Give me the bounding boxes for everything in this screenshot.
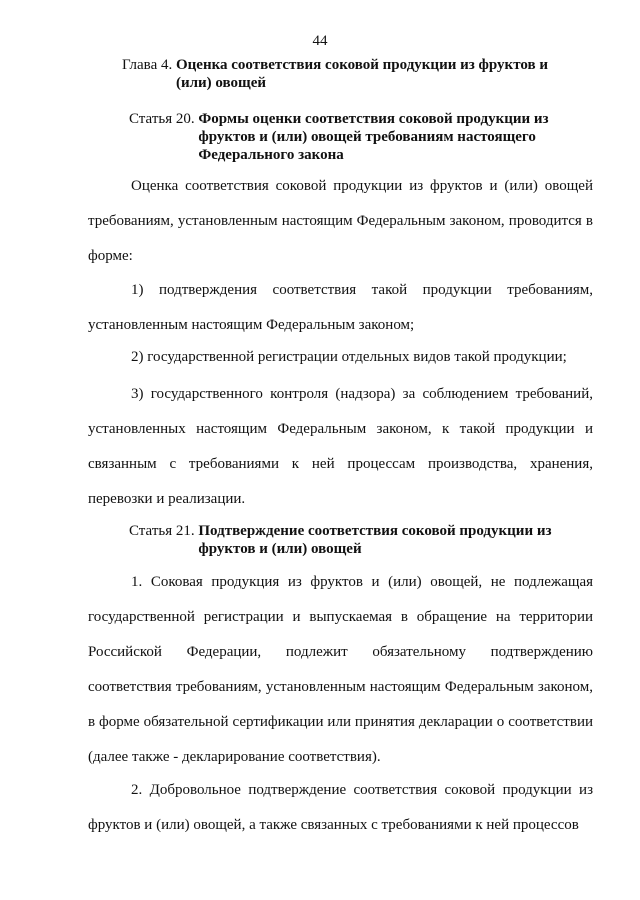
- article-20-heading: [129, 110, 553, 164]
- paragraph-article-21-part-2: 2. Добровольное подтверждение соответствия соковой продукции из фруктов и (или) овощей, а также связанных с требованиями к ней процессов: [88, 782, 593, 833]
- paragraph-item-3: 3) государственного контроля (надзора) за соблюдением требований, установленных настоящим Федеральным законом, к такой продукции и связанным с требованиями к ней процессам производства, хранения, перевозки и реализации.: [88, 386, 593, 507]
- article-21-title: Подтверждение соответствия соковой продукции из фруктов и (или) овощей: [198, 523, 552, 557]
- paragraph-article-21-part-1: 1. Соковая продукция из фруктов и (или) овощей, не подлежащая государственной регистрации и выпускаемая в обращение на территории Российской Федерации, подлежит обязательному подтверждению соответствия требованиям, установленным настоящим Федеральным законом, в форме обязательной сертификации или принятия декларации о соответствии (далее также - декларирование соответствия).: [88, 574, 593, 765]
- article-21-heading: [129, 522, 568, 558]
- chapter-heading: [122, 56, 576, 92]
- paragraph-item-1: 1) подтверждения соответствия такой продукции требованиям, установленным настоящим Федеральным законом;: [88, 282, 593, 333]
- article-20-title: Формы оценки соответствия соковой продукции из фруктов и (или) овощей требованиям настоящего Федерального закона: [198, 111, 549, 163]
- paragraph-item-2: 2) государственной регистрации отдельных видов такой продукции;: [131, 349, 567, 365]
- chapter-label: Глава 4.: [122, 57, 173, 73]
- page-number: 44: [312, 33, 328, 49]
- article-20-label: Статья 20.: [129, 111, 195, 127]
- chapter-title: Оценка соответствия соковой продукции из фруктов и (или) овощей: [175, 57, 548, 91]
- paragraph-assessment-forms: Оценка соответствия соковой продукции из фруктов и (или) овощей требованиям, установленным настоящим Федеральным законом, проводится в форме:: [88, 178, 593, 264]
- article-21-label: Статья 21.: [129, 523, 195, 539]
